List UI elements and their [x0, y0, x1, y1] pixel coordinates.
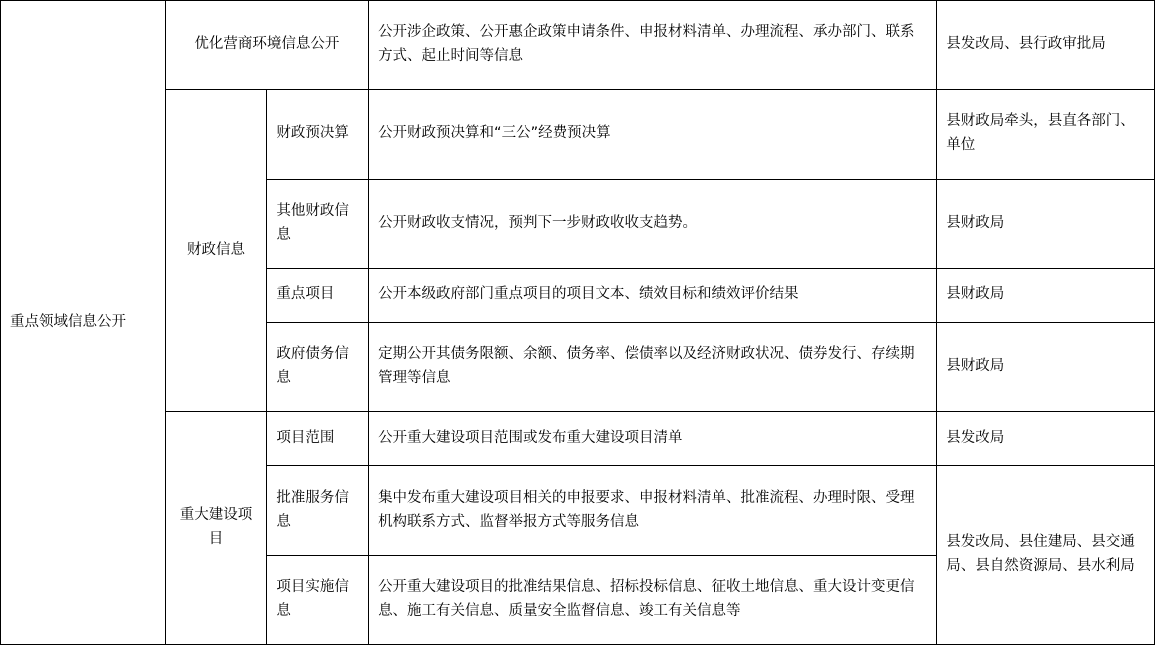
subitem-cell: 其他财政信息	[267, 179, 369, 268]
description-cell: 公开重大建设项目范围或发布重大建设项目清单	[369, 412, 937, 466]
group-cell-finance: 财政信息	[165, 90, 267, 412]
subitem-cell: 政府债务信息	[267, 322, 369, 411]
organization-cell: 县财政局牵头，县直各部门、单位	[937, 90, 1155, 179]
organization-cell: 县财政局	[937, 322, 1155, 411]
group-cell-major-projects: 重大建设项目	[165, 412, 267, 645]
description-cell: 公开财政预决算和“三公”经费预决算	[369, 90, 937, 179]
description-cell: 公开本级政府部门重点项目的项目文本、绩效目标和绩效评价结果	[369, 268, 937, 322]
table-row	[1, 1, 1155, 90]
organization-cell: 县财政局	[937, 268, 1155, 322]
group-cell-business-env: 优化营商环境信息公开	[165, 1, 368, 90]
subitem-cell: 财政预决算	[267, 90, 369, 179]
subitem-cell: 项目范围	[267, 412, 369, 466]
description-cell: 公开财政收支情况，预判下一步财政收收支趋势。	[369, 179, 937, 268]
subitem-cell: 项目实施信息	[267, 555, 369, 644]
description-cell: 公开重大建设项目的批准结果信息、招标投标信息、征收土地信息、重大设计变更信息、施工有关信息、质量安全监督信息、竣工有关信息等	[369, 555, 937, 644]
organization-cell: 县发改局、县行政审批局	[937, 1, 1155, 90]
organization-cell: 县财政局	[937, 179, 1155, 268]
subitem-cell: 批准服务信息	[267, 466, 369, 555]
table-row	[1, 412, 1155, 466]
organization-cell: 县发改局、县住建局、县交通局、县自然资源局、县水利局	[937, 466, 1155, 645]
description-cell: 定期公开其债务限额、余额、债务率、偿债率以及经济财政状况、债券发行、存续期管理等信息	[369, 322, 937, 411]
table-body	[1, 1, 1155, 645]
description-cell: 公开涉企政策、公开惠企政策申请条件、申报材料清单、办理流程、承办部门、联系方式、起止时间等信息	[369, 1, 937, 90]
subitem-cell: 重点项目	[267, 268, 369, 322]
organization-cell: 县发改局	[937, 412, 1155, 466]
table-row	[1, 90, 1155, 179]
category-cell: 重点领域信息公开	[1, 1, 166, 645]
description-cell: 集中发布重大建设项目相关的申报要求、申报材料清单、批准流程、办理时限、受理机构联系方式、监督举报方式等服务信息	[369, 466, 937, 555]
